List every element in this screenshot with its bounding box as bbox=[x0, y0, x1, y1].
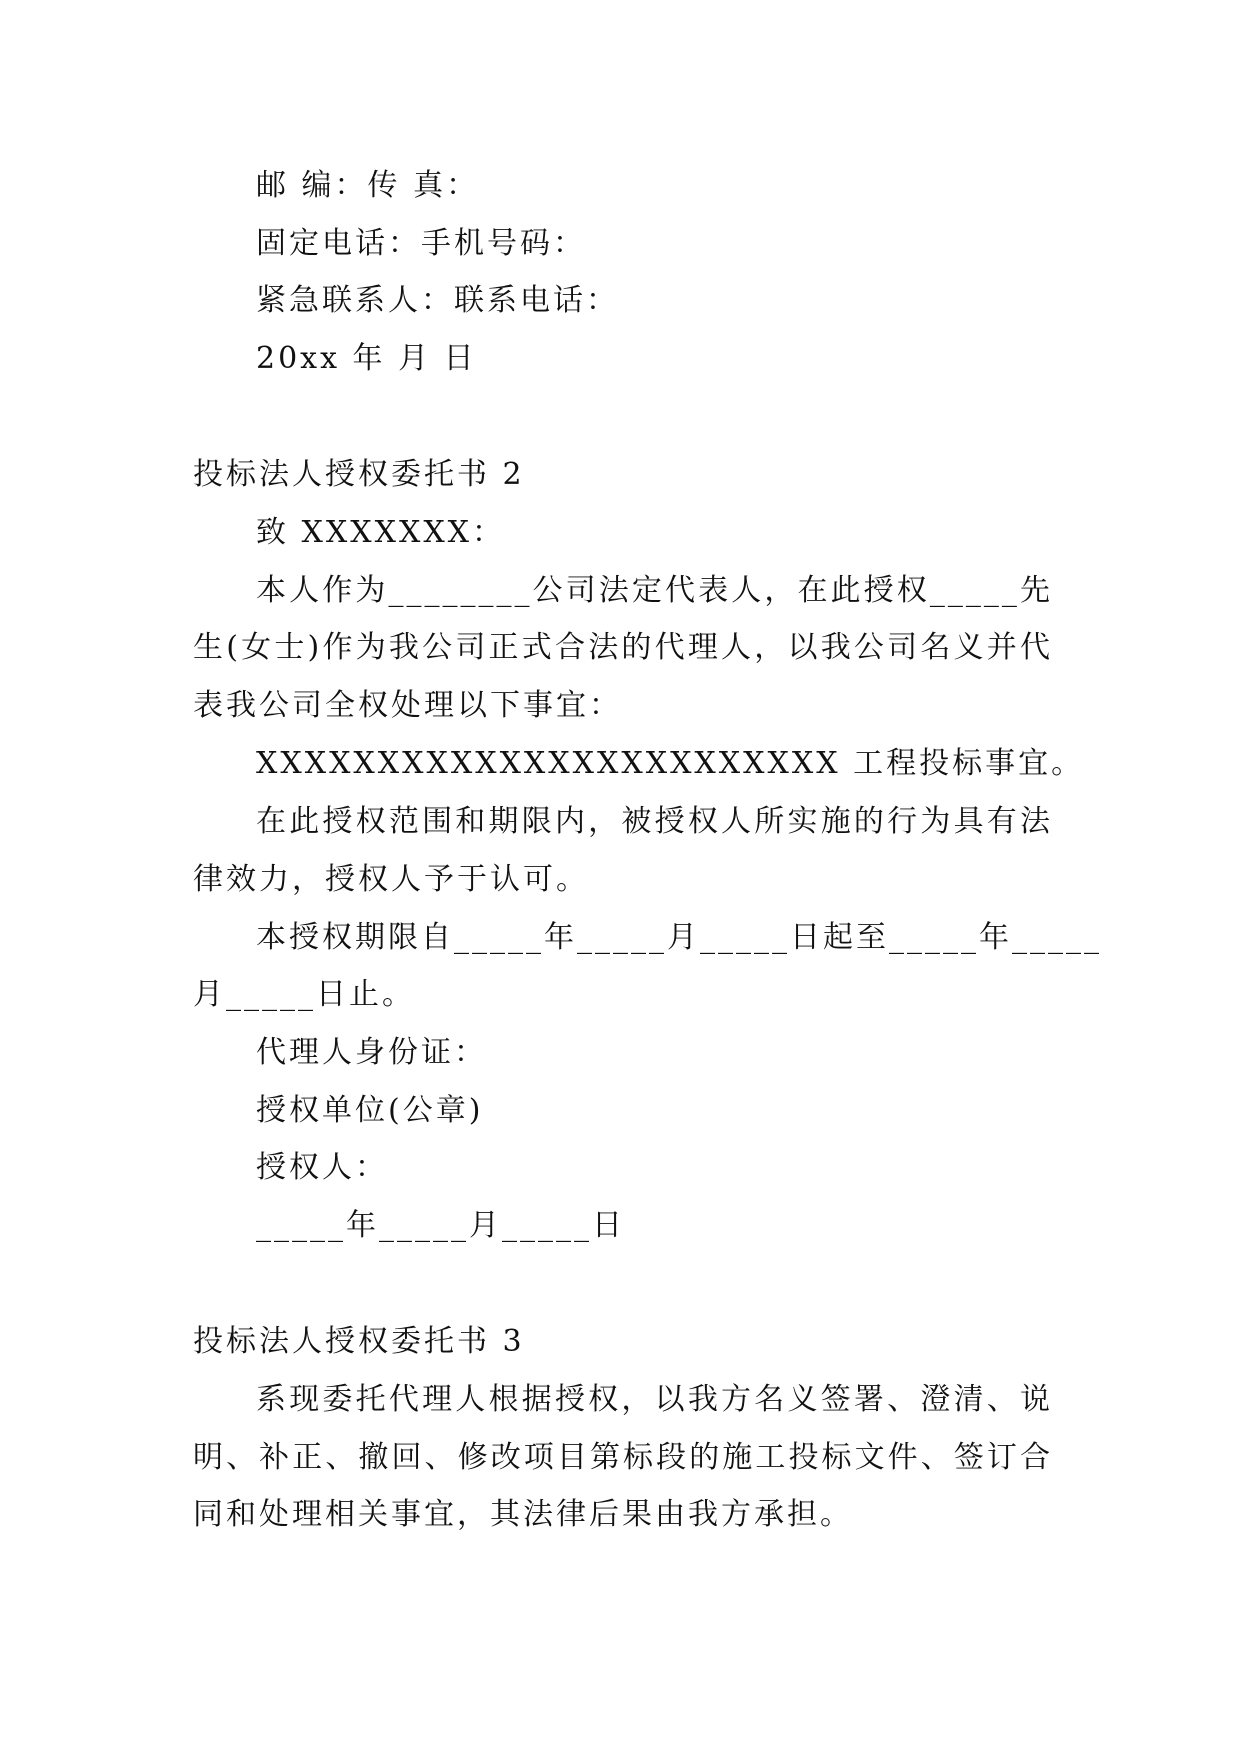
section-2-title: 投标法人授权委托书 2 bbox=[193, 457, 525, 492]
authorization-paragraph-line-1: 本人作为________公司法定代表人，在此授权_____先 bbox=[256, 573, 1053, 608]
authorizing-unit-line: 授权单位(公章) bbox=[256, 1093, 484, 1128]
authorizer-line: 授权人： bbox=[256, 1150, 388, 1185]
postcode-fax-line: 邮 编：传 真： bbox=[256, 168, 480, 203]
date-line: 20xx 年 月 日 bbox=[256, 341, 477, 376]
period-line-1: 本授权期限自_____年_____月_____日起至_____年_____ bbox=[256, 920, 1102, 955]
delegation-paragraph-line-3: 同和处理相关事宜，其法律后果由我方承担。 bbox=[193, 1497, 853, 1532]
authorization-paragraph-line-2: 生(女士)作为我公司正式合法的代理人，以我公司名义并代 bbox=[193, 630, 1053, 665]
phone-line: 固定电话：手机号码： bbox=[256, 226, 586, 261]
addressee-line: 致 XXXXXXX： bbox=[256, 515, 506, 550]
period-line-2: 月_____日止。 bbox=[193, 977, 415, 1012]
section-3-title: 投标法人授权委托书 3 bbox=[193, 1324, 525, 1359]
delegation-paragraph-line-1: 系现委托代理人根据授权，以我方名义签署、澄清、说 bbox=[256, 1382, 1053, 1417]
scope-paragraph-line-1: 在此授权范围和期限内，被授权人所实施的行为具有法 bbox=[256, 804, 1053, 839]
scope-paragraph-line-2: 律效力，授权人予于认可。 bbox=[193, 862, 589, 897]
agent-id-line: 代理人身份证： bbox=[256, 1035, 487, 1070]
signature-date-line: _____年_____月_____日 bbox=[256, 1208, 625, 1243]
authorization-paragraph-line-3: 表我公司全权处理以下事宜： bbox=[193, 688, 622, 723]
delegation-paragraph-line-2: 明、补正、撤回、修改项目第标段的施工投标文件、签订合 bbox=[193, 1440, 1053, 1475]
project-line: XXXXXXXXXXXXXXXXXXXXXXXX 工程投标事宜。 bbox=[256, 746, 1085, 781]
emergency-contact-line: 紧急联系人：联系电话： bbox=[256, 283, 619, 318]
